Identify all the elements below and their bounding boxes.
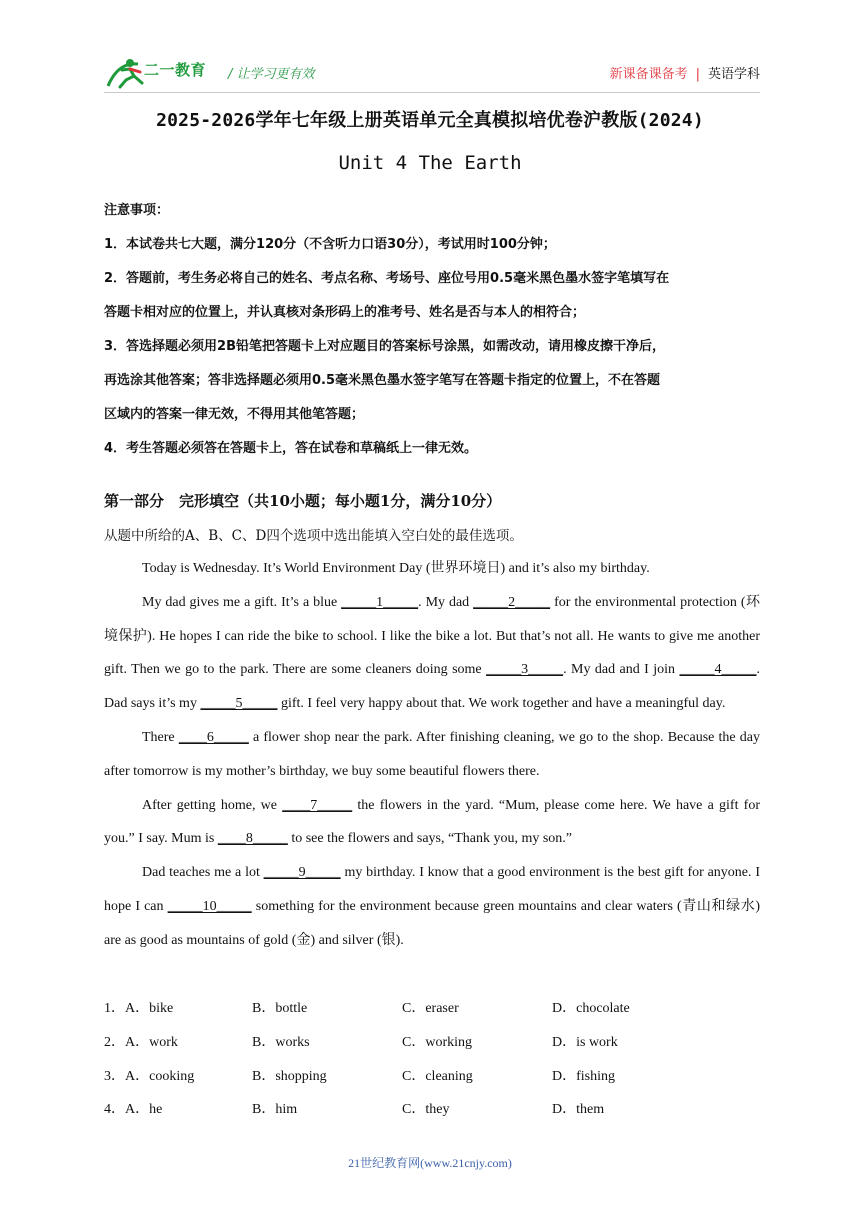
option: C．eraser [402, 1001, 459, 1016]
blank-7: ____7_____ [282, 797, 353, 813]
note-line: 区域内的答案一律无效，不得用其他笔答题； [104, 407, 365, 422]
note-line: 再选涂其他答案；答非选择题必须用0.5毫米黑色墨水签字笔写在答题卡指定的位置上，不在答题 [104, 373, 661, 388]
blank-10: _____10_____ [167, 898, 252, 914]
cloze-passage [104, 552, 760, 958]
header-divider [104, 92, 760, 93]
option: C．cleaning [402, 1068, 473, 1084]
logo-text: 二一教育 [144, 61, 207, 79]
option: C．working [402, 1034, 472, 1050]
page-header [104, 52, 760, 92]
header-subject: 英语学科 [707, 67, 760, 82]
option: 2．A．work [104, 1034, 178, 1050]
exam-title: 2025-2026学年七年级上册英语单元全真模拟培优卷沪教版(2024) [156, 110, 704, 131]
answer-options [104, 992, 760, 1127]
paragraph-5: Dad teaches me a lot _____9_____ my birthday. I know that a good environment is the best gift for anyone. I hope I can _____10_____ something for the environment because green mountains and clear waters (青山和绿水) are as good as mountains of gold (金) and silver (银). [104, 856, 760, 957]
notes-heading: 注意事项： [104, 203, 170, 218]
option: 4．A．he [104, 1102, 163, 1118]
option-row-1 [104, 992, 760, 1026]
note-line: 1．本试卷共七大题，满分120分（不含听力口语30分），考试用时100分钟； [104, 237, 556, 252]
option: D．is work [552, 1034, 618, 1050]
paragraph-1: Today is Wednesday. It’s World Environment Day (世界环境日) and it’s also my birthday. [142, 561, 650, 576]
blank-3: _____3_____ [486, 662, 564, 678]
note-line: 答题卡相对应的位置上，并认真核对条形码上的准考号、姓名是否与本人的相符合； [104, 305, 586, 320]
option: 1．A．bike [104, 1001, 174, 1016]
option-row-4 [104, 1093, 760, 1127]
option: 3．A．cooking [104, 1068, 195, 1084]
blank-1: _____1_____ [341, 594, 419, 610]
option-row-2 [104, 1026, 760, 1060]
header-separator: | [695, 67, 700, 82]
note-line: 3．答选择题必须用2B铅笔把答题卡上对应题目的答案标号涂黑，如需改动，请用橡皮擦干净后， [104, 339, 666, 354]
paragraph-3: There ____6_____ a flower shop near the park. After finishing cleaning, we go to the shop. Because the day after tomorrow is my mother’s birthday, we buy some beautiful flowers there. [104, 721, 760, 789]
slogan: / 让学习更有效 [228, 67, 315, 82]
option: D．them [552, 1102, 605, 1118]
exam-notes [104, 194, 760, 466]
option: B．bottle [252, 1001, 308, 1016]
blank-2: _____2_____ [473, 594, 551, 610]
option: C．they [402, 1102, 450, 1118]
option: B．him [252, 1102, 298, 1118]
section-instruction: 从题中所给的A、B、C、D四个选项中选出能填入空白处的最佳选项。 [104, 528, 523, 544]
paragraph-4: After getting home, we ____7_____ the flowers in the yard. “Mum, please come here. We have a gift for you.” I say. Mum is ____8_____ to see the flowers and says, “Thank you, my son.” [104, 789, 760, 857]
blank-4: _____4_____ [679, 662, 757, 678]
paragraph-2: My dad gives me a gift. It’s a blue _____1_____. My dad _____2_____ for the environmental protection (环境保护). He hopes I can ride the bike to school. I like the bike a lot. But that’s not all. He wants to give me another gift. Then we go to the park. There are some cleaners doing some _____3_____. My dad and I join _____4_____. Dad says it’s my _____5_____ gift. I feel very happy about that. We work together and have a meaningful day. [104, 586, 760, 721]
section-title: 第一部分 完形填空（共10小题；每小题1分，满分10分） [104, 492, 502, 510]
note-line: 2．答题前，考生务必将自己的姓名、考点名称、考场号、座位号用0.5毫米黑色墨水签字笔填写在 [104, 271, 670, 286]
option: D．chocolate [552, 1001, 630, 1016]
blank-8: ____8_____ [217, 831, 288, 847]
header-label: 新课备课备考 [609, 67, 688, 82]
option-row-3 [104, 1060, 760, 1094]
page-footer[interactable]: 21世纪教育网(www.21cnjy.com) [348, 1156, 512, 1170]
blank-5: _____5_____ [200, 696, 278, 712]
option: B．shopping [252, 1068, 327, 1084]
option: B．works [252, 1034, 310, 1050]
blank-9: _____9_____ [263, 865, 341, 881]
note-line: 4．考生答题必须答在答题卡上，答在试卷和草稿纸上一律无效。 [104, 441, 478, 456]
option: D．fishing [552, 1068, 615, 1084]
header-right [610, 63, 760, 82]
unit-title: Unit 4 The Earth [338, 152, 522, 174]
blank-6: ____6_____ [178, 729, 249, 745]
